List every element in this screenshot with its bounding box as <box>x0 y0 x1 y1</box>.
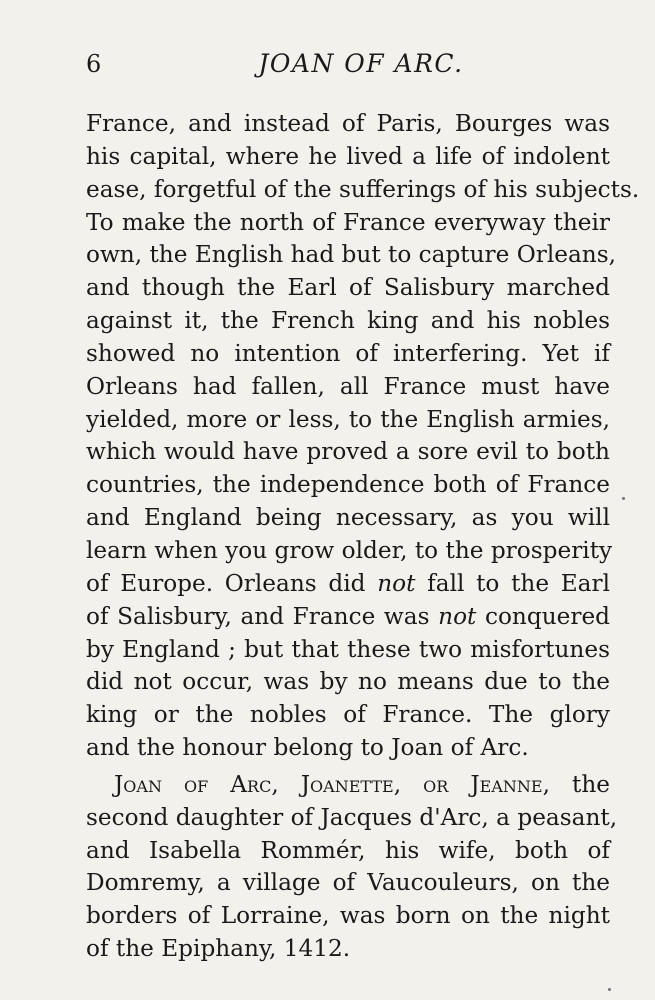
page-number: 6 <box>86 50 102 78</box>
text-line: against it, the French king and his nobles <box>86 307 610 335</box>
text-line: and Isabella Rommér, his wife, both of <box>86 836 610 864</box>
text-line: showed no intention of interfering. Yet if <box>86 339 610 367</box>
text-line: ease, forgetful of the sufferings of his subjects. <box>86 175 640 203</box>
text-line: Orleans had fallen, all France must have <box>86 372 610 400</box>
text-line: his capital, where he lived a life of indolent <box>86 142 610 170</box>
text-line: and the honour belong to Joan of Arc. <box>86 734 529 762</box>
text-line: countries, the independence both of France <box>86 471 610 499</box>
text-segment: the <box>572 770 610 798</box>
text-line: of the Epiphany, 1412. <box>86 935 351 963</box>
text-line: borders of Lorraine, was born on the night <box>86 902 610 930</box>
text-line: second daughter of Jacques d'Arc, a peasant, <box>86 803 618 831</box>
text-segment: of Salisbury, and France was <box>86 602 430 630</box>
text-line: France, and instead of Paris, Bourges was <box>86 110 610 137</box>
text-line: To make the north of France everyway their <box>86 208 610 236</box>
text-line: did not occur, was by no means due to the <box>86 668 610 696</box>
text-line: Domremy, a village of Vaucouleurs, on the <box>86 869 610 897</box>
text-segment: of Europe. Orleans did <box>86 569 366 597</box>
text-line <box>86 568 610 601</box>
text-line: which would have proved a sore evil to both <box>86 438 610 466</box>
text-line <box>86 601 610 634</box>
paragraph-2 <box>86 769 618 966</box>
body-text <box>86 108 640 966</box>
running-title: JOAN OF ARC. <box>258 49 464 78</box>
small-caps-names: Joan of Arc, Joanette, or Jeanne, <box>114 770 550 798</box>
text-line: and though the Earl of Salisbury marched <box>86 274 610 302</box>
paragraph-1 <box>86 108 640 765</box>
text-line <box>86 769 610 802</box>
text-line: by England ; but that these two misfortunes <box>86 635 610 663</box>
text-line: and England being necessary, as you will <box>86 504 610 532</box>
text-line: yielded, more or less, to the English armies, <box>86 405 610 433</box>
text-line: own, the English had but to capture Orleans, <box>86 241 616 269</box>
text-segment: conquered <box>484 602 611 630</box>
emphasis: not <box>377 569 416 597</box>
emphasis: not <box>438 602 477 630</box>
print-speck <box>608 988 611 991</box>
text-line: learn when you grow older, to the prosperity <box>86 536 613 564</box>
print-speck <box>622 497 625 500</box>
page-header <box>86 44 616 84</box>
text-segment: fall to the Earl <box>427 569 611 597</box>
text-line: king or the nobles of France. The glory <box>86 701 610 729</box>
